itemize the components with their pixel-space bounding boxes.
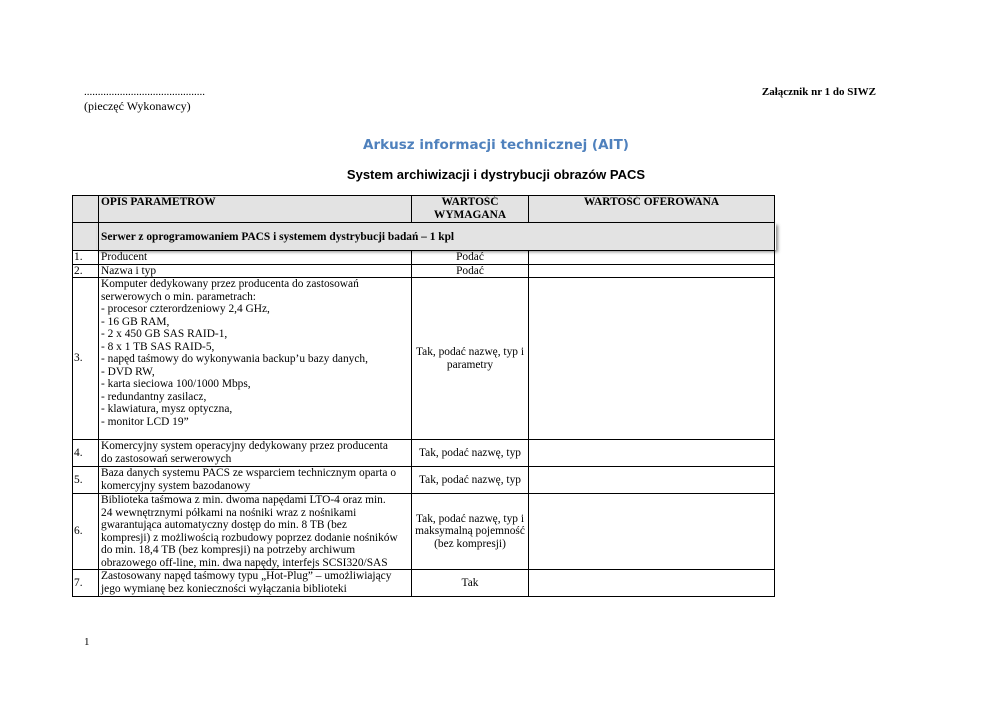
description-line: obrazowego off-line, min. dwa napędy, interfejs SCSI320/SAS [101, 556, 388, 569]
row-number-cell: 2. [73, 264, 99, 278]
header-num-cell [73, 196, 99, 223]
row-description-cell [99, 570, 412, 597]
section-num-cell [73, 223, 99, 251]
row-offered-value-cell[interactable] [529, 251, 775, 265]
row-description-cell [99, 494, 412, 570]
table-body [73, 251, 775, 597]
row-number-cell: 3. [73, 278, 99, 440]
row-offered-value-cell[interactable] [529, 278, 775, 440]
row-required-value-cell: Tak, podać nazwę, typ [412, 440, 529, 467]
row-description-cell [99, 467, 412, 494]
table-header-row [73, 196, 775, 223]
annex-label: Załącznik nr 1 do SIWZ [761, 86, 876, 98]
page-number: 1 [84, 636, 90, 648]
row-required-value-cell: Tak, podać nazwę, typ i maksymalną pojemność (bez kompresji) [412, 494, 529, 570]
table-row [73, 264, 775, 278]
row-required-value-cell: Tak, podać nazwę, typ [412, 467, 529, 494]
row-description-cell [99, 440, 412, 467]
description-line: - procesor czterordzeniowy 2,4 GHz, [101, 303, 270, 315]
description-line: Komputer dedykowany przez producenta do zastosowań [101, 278, 359, 290]
description-line: jego wymianę bez konieczności wyłączania biblioteki [101, 582, 347, 595]
document-title: Arkusz informacji technicznej (AIT) [363, 137, 629, 153]
description-line: - klawiatura, mysz optyczna, [101, 403, 233, 415]
description-line: Baza danych systemu PACS ze wsparciem technicznym oparta o [101, 467, 397, 479]
header-required-line2: WYMAGANA [433, 208, 507, 221]
document-subtitle: System archiwizacji i dystrybucji obrazów PACS [346, 167, 646, 182]
description-line: - monitor LCD 19” [101, 415, 189, 428]
description-line: Nazwa i typ [101, 264, 157, 277]
description-line: - 8 x 1 TB SAS RAID-5, [101, 340, 215, 353]
header-desc-cell: OPIS PARAMETRÓW [99, 196, 412, 223]
table-row [73, 440, 775, 467]
description-line: - 16 GB RAM, [101, 315, 170, 328]
row-description-cell [99, 264, 412, 278]
description-line: kompresji) z możliwością rozbudowy poprzez dodanie nośników [101, 531, 398, 544]
section-row [73, 223, 775, 251]
contractor-stamp-label: (pieczęć Wykonawcy) [84, 99, 191, 113]
section-title-cell: Serwer z oprogramowaniem PACS i systemem dystrybucji badań – 1 kpl [99, 223, 775, 251]
row-offered-value-cell[interactable] [529, 570, 775, 597]
row-offered-value-cell[interactable] [529, 494, 775, 570]
header-offered-cell: WARTOŚĆ OFEROWANA [529, 196, 775, 223]
row-description-cell [99, 278, 412, 440]
description-line: Zastosowany napęd taśmowy typu „Hot-Plug” – umożliwiający [101, 570, 392, 582]
row-required-value-cell: Podać [412, 264, 529, 278]
table-row [73, 278, 775, 440]
header-required-line1: WARTOŚĆ [441, 196, 499, 208]
description-line: - karta sieciowa 100/1000 Mbps, [101, 378, 251, 390]
row-number-cell: 5. [73, 467, 99, 494]
table-row [73, 467, 775, 494]
description-line: 24 wewnętrznymi półkami na nośniki wraz z nośnikami [101, 506, 357, 519]
description-line: serwerowych o min. parametrach: [101, 290, 256, 303]
signature-dots: ............................................ [84, 86, 205, 98]
description-line: komercyjny system bazodanowy [101, 479, 251, 492]
description-line: - 2 x 450 GB SAS RAID-1, [101, 328, 228, 340]
row-number-cell: 1. [73, 251, 99, 265]
description-line: - napęd taśmowy do wykonywania backup’u bazy danych, [101, 353, 368, 365]
description-line: - redundantny zasilacz, [101, 390, 207, 403]
row-required-value-cell: Tak, podać nazwę, typ i parametry [412, 278, 529, 440]
row-required-value-cell: Podać [412, 251, 529, 265]
row-description-cell [99, 251, 412, 265]
header-required-cell [412, 196, 529, 223]
description-line: gwarantująca automatyczny dostęp do min. 8 TB (bez [101, 519, 347, 531]
row-number-cell: 4. [73, 440, 99, 467]
description-line: Producent [101, 251, 148, 263]
description-line: Biblioteka taśmowa z min. dwoma napędami LTO-4 oraz min. [101, 494, 386, 506]
table-row [73, 251, 775, 265]
description-line: do zastosowań serwerowych [101, 452, 232, 465]
row-number-cell: 6. [73, 494, 99, 570]
description-line: - DVD RW, [101, 365, 155, 378]
description-line: Komercyjny system operacyjny dedykowany przez producenta [101, 440, 388, 452]
table-row [73, 570, 775, 597]
technical-spec-table [72, 195, 775, 597]
row-offered-value-cell[interactable] [529, 440, 775, 467]
description-line: do min. 18,4 TB (bez kompresji) na potrzeby archiwum [101, 544, 356, 556]
row-offered-value-cell[interactable] [529, 467, 775, 494]
row-offered-value-cell[interactable] [529, 264, 775, 278]
table-row [73, 494, 775, 570]
row-number-cell: 7. [73, 570, 99, 597]
row-required-value-cell: Tak [412, 570, 529, 597]
